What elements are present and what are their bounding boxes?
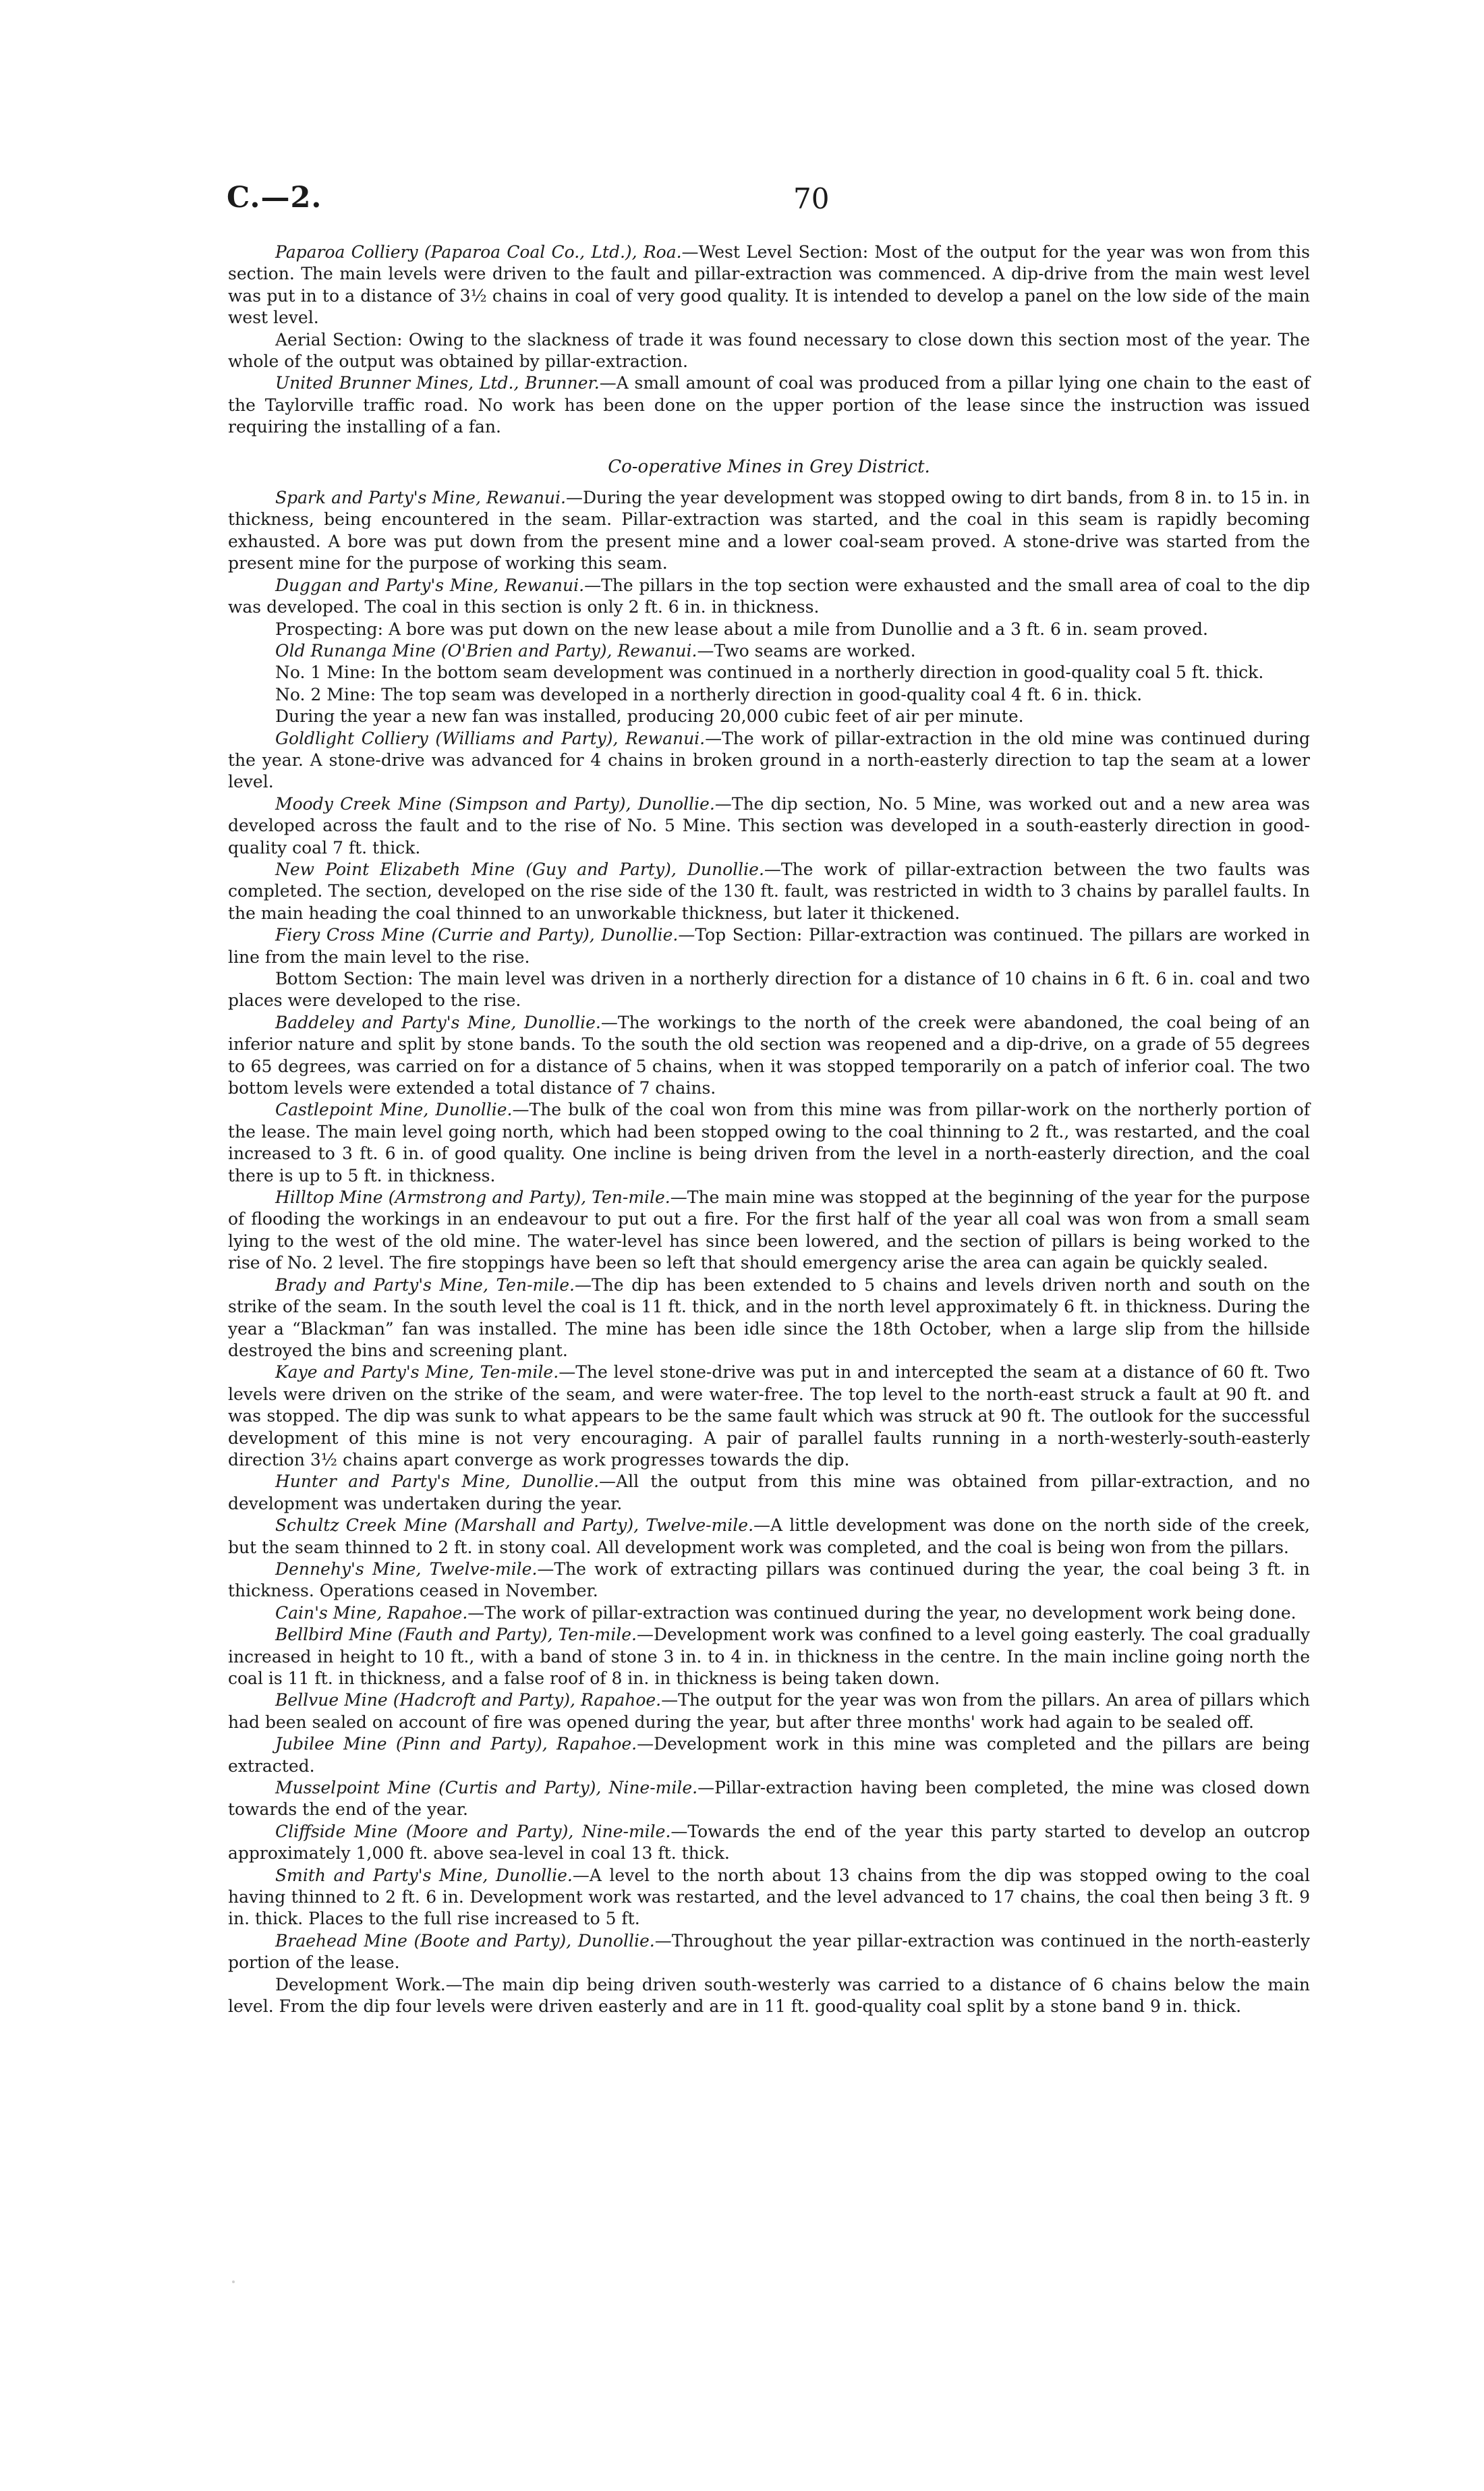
paragraph — [228, 706, 1310, 727]
document-body — [228, 242, 1310, 2018]
paragraph-text: During the year a new fan was installed, producing 20,000 cubic feet of air per minute. — [275, 706, 1024, 727]
paragraph — [228, 1275, 1310, 1362]
mine-name: Cliffside Mine (Moore and Party), Nine-mile. — [275, 1821, 671, 1841]
paragraph-text: —The dip has been extended to 5 chains and levels driven north and south on the strike of the seam. In the south level the coal is 11 ft. thick, and in the north level approximately 6 ft. in thickness. During the year a “Blackman” fan was installed. The mine has been idle since the 18th October, when a large slip from the hillside destroyed the bins and screening plant. — [228, 1275, 1310, 1360]
paragraph — [228, 1362, 1310, 1471]
paragraph — [228, 1602, 1310, 1624]
paragraph-text: —All the output from this mine was obtained from pillar-extraction, and no development was undertaken during the year. — [228, 1472, 1311, 1513]
paragraph-text: —Towards the end of the year this party started to develop an outcrop approximately 1,000 ft. above sea-level in coal 13 ft. thick. — [228, 1821, 1311, 1864]
paragraph — [228, 1515, 1310, 1559]
page-number: 70 — [793, 182, 830, 215]
paragraph-text: Aerial Section: Owing to the slackness of trade it was found necessary to close down this section most of the year. The whole of the output was obtained by pillar-extraction. — [228, 329, 1310, 372]
paragraph — [228, 1624, 1310, 1689]
mine-name: Old Runanga Mine (O'Brien and Party), Rewanui. — [275, 640, 697, 661]
mine-name: Hunter and Party's Mine, Dunollie. — [275, 1472, 600, 1492]
paragraph — [228, 619, 1310, 640]
paragraph — [228, 640, 1310, 662]
paragraph-text: —A small amount of coal was produced from a pillar lying one chain to the east of the Taylorville traffic road. No work has been done on the upper portion of the lease since the instruction was issued requiring the installing of a fan. — [228, 373, 1311, 437]
paragraph — [228, 1777, 1310, 1821]
paragraph-text: —Pillar-extraction having been completed, the mine was closed down towards the end of the year. — [228, 1778, 1310, 1820]
section-heading: Co-operative Mines in Grey District. — [608, 456, 930, 477]
paragraph-text: —The dip section, No. 5 Mine, was worked out and a new area was developed across the fault and to the rise of No. 5 Mine. This section was developed in a south-easterly direction in good-quality coal 7 ft. thick. — [228, 793, 1310, 858]
paragraph — [228, 793, 1310, 859]
paragraph — [228, 1471, 1310, 1515]
paragraph — [228, 1974, 1310, 2018]
mine-name: Schultz Creek Mine (Marshall and Party), Twelve-mile. — [275, 1515, 754, 1536]
paragraph — [228, 662, 1310, 683]
mine-name: Paparoa Colliery (Paparoa Coal Co., Ltd.), Roa. — [275, 242, 682, 262]
paragraph — [228, 684, 1310, 706]
paragraph-text: No. 2 Mine: The top seam was developed in a northerly direction in good-quality coal 4 ft. 6 in. thick. — [275, 684, 1143, 704]
paragraph — [228, 1821, 1310, 1865]
scan-speck — [232, 2280, 235, 2283]
mine-name: Brady and Party's Mine, Ten-mile. — [275, 1275, 575, 1295]
mine-name: Bellbird Mine (Fauth and Party), Ten-mile. — [275, 1625, 637, 1645]
mine-name: Fiery Cross Mine (Currie and Party), Dunollie. — [275, 925, 679, 945]
mine-name: Hilltop Mine (Armstrong and Party), Ten-mile. — [275, 1187, 670, 1208]
paragraph — [228, 1012, 1310, 1100]
mine-name: United Brunner Mines, Ltd., Brunner. — [275, 373, 600, 393]
paragraph-text: —Top Section: Pillar-extraction was continued. The pillars are worked in line from the main level to the rise. — [228, 925, 1310, 967]
mine-name: Castlepoint Mine, Dunollie. — [275, 1100, 513, 1120]
paragraph-text: Development Work.—The main dip being driven south-westerly was carried to a distance of 6 chains below the main level. From the dip four levels were driven easterly and are in 11 ft. good-quality coal split by a stone band 9 in. thick. — [228, 1974, 1310, 2017]
paragraph — [228, 968, 1310, 1012]
paragraph — [228, 1930, 1310, 1974]
paragraph-text: Prospecting: A bore was put down on the new lease about a mile from Dunollie and a 3 ft. 6 in. seam proved. — [275, 619, 1208, 639]
paragraph — [228, 372, 1310, 438]
mine-name: Baddeley and Party's Mine, Dunollie. — [275, 1012, 601, 1032]
paragraph — [228, 924, 1310, 968]
paragraph — [228, 575, 1310, 619]
paragraph-text: —Throughout the year pillar-extraction was continued in the north-easterly portion of the lease. — [228, 1930, 1311, 1973]
paragraph — [228, 1559, 1310, 1602]
paragraph-text: —The work of pillar-extraction was continued during the year, no development work being done. — [467, 1602, 1296, 1623]
paragraph-text: —A little development was done on the north side of the creek, but the seam thinned to 2 ft. in stony coal. All development work was completed, and the coal is being won from the pillars. — [228, 1515, 1311, 1557]
paragraph-text: —During the year development was stopped owing to dirt bands, from 8 in. to 15 in. in thickness, being encountered in the seam. Pillar-extraction was started, and the coal in this seam is rapidly becoming exhausted. A bore was put down from the present mine and a lower coal-seam proved. A stone-drive was started from the present mine for the purpose of working this seam. — [228, 488, 1311, 573]
paragraph — [228, 329, 1310, 373]
paragraph — [228, 1689, 1310, 1733]
paragraph-text: —West Level Section: Most of the output for the year was won from this section. The main levels were driven to the fault and pillar-extraction was commenced. A dip-drive from the main west level was put in to a distance of 3½ chains in coal of very good quality. It is intended to develop a panel on the low side of the main west level. — [228, 242, 1310, 328]
mine-name: Kaye and Party's Mine, Ten-mile. — [275, 1362, 559, 1382]
paragraph-text: —The output for the year was won from the pillars. An area of pillars which had been sealed on account of fire was opened during the year, but after three months' work had again to be sealed off. — [228, 1690, 1310, 1732]
mine-name: Dennehy's Mine, Twelve-mile. — [275, 1559, 538, 1579]
mine-name: Moody Creek Mine (Simpson and Party), Dunollie. — [275, 793, 715, 814]
mine-name: Musselpoint Mine (Curtis and Party), Nine-mile. — [275, 1778, 698, 1798]
parliamentary-paper-code: C.—2. — [227, 181, 322, 215]
paragraph — [228, 859, 1310, 924]
paragraph-text: No. 1 Mine: In the bottom seam development was continued in a northerly direction in good-quality coal 5 ft. thick. — [275, 663, 1264, 683]
paragraph — [228, 1865, 1310, 1930]
paragraph-text: —The main mine was stopped at the beginning of the year for the purpose of flooding the workings in an endeavour to put out a fire. For the first half of the year all coal was won from a small seam lying to the west of the old mine. The water-level has since been lowered, and the section of pillars is being worked to the rise of No. 2 level. The fire stoppings have been so left that should emergency arise the area can again be quickly sealed. — [228, 1187, 1310, 1273]
paragraph-text: —The work of pillar-extraction between the two faults was completed. The section, developed on the rise side of the 130 ft. fault, was restricted in width to 3 chains by parallel faults. In the main heading the coal thinned to an unworkable thickness, but later it thickened. — [228, 859, 1311, 923]
mine-name: Cain's Mine, Rapahoe. — [275, 1602, 468, 1623]
paragraph — [228, 1099, 1310, 1187]
paragraph-text: —Two seams are worked. — [697, 640, 916, 661]
mine-name: Spark and Party's Mine, Rewanui. — [275, 488, 566, 508]
paragraph-text: —The pillars in the top section were exhausted and the small area of coal to the dip was developed. The coal in this section is only 2 ft. 6 in. in thickness. — [228, 575, 1310, 617]
mine-name: Braehead Mine (Boote and Party), Dunollie. — [275, 1930, 655, 1951]
paragraph-text: —Development work in this mine was completed and the pillars are being extracted. — [228, 1734, 1310, 1776]
mine-name: Jubilee Mine (Pinn and Party), Rapahoe. — [275, 1734, 637, 1754]
mine-name: Goldlight Colliery (Williams and Party), Rewanui. — [275, 728, 706, 748]
paragraph — [228, 242, 1310, 329]
paragraph — [228, 1733, 1310, 1777]
paragraph-text: —A level to the north about 13 chains from the dip was stopped owing to the coal having thinned to 2 ft. 6 in. Development work was restarted, and the level advanced to 17 chains, the coal then being 3 ft. 9 in. thick. Places to the full rise increased to 5 ft. — [228, 1865, 1310, 1929]
paragraph-text: —Development work was confined to a level going easterly. The coal gradually increased in height to 10 ft., with a band of stone 3 in. to 4 in. in thickness in the centre. In the main incline going north the coal is 11 ft. in thickness, and a false roof of 8 in. in thickness is being taken down. — [228, 1625, 1311, 1688]
paragraph-text: —The workings to the north of the creek were abandoned, the coal being of an inferior nature and split by stone bands. To the south the old section was reopened and a dip-drive, on a grade of 55 degrees to 65 degrees, was carried on for a distance of 5 chains, when it was stopped temporarily on a patch of inferior coal. The two bottom levels were extended a total distance of 7 chains. — [228, 1012, 1310, 1098]
paragraph-text: Bottom Section: The main level was driven in a northerly direction for a distance of 10 chains in 6 ft. 6 in. coal and two places were developed to the rise. — [228, 969, 1310, 1011]
mine-name: Bellvue Mine (Hadcroft and Party), Rapahoe. — [275, 1690, 662, 1710]
paragraph — [228, 728, 1310, 793]
paragraph-text: —The level stone-drive was put in and intercepted the seam at a distance of 60 ft. Two levels were driven on the strike of the seam, and were water-free. The top level to the north-east struck a fault at 90 ft. and was stopped. The dip was sunk to what appears to be the same fault which was struck at 90 ft. The outlook for the successful development of this mine is not very encouraging. A pair of parallel faults running in a north-westerly-south-easterly direction 3½ chains apart converge as work progresses towards the dip. — [228, 1362, 1310, 1470]
paragraph — [228, 1187, 1310, 1275]
mine-name: Smith and Party's Mine, Dunollie. — [275, 1865, 573, 1885]
mine-name: New Point Elizabeth Mine (Guy and Party), Dunollie. — [275, 859, 764, 879]
paragraph-text: —The bulk of the coal won from this mine was from pillar-work on the northerly portion of the lease. The main level going north, which had been stopped owing to the coal thinning to 2 ft., was restarted, and the coal increased to 3 ft. 6 in. of good quality. One incline is being driven from the level in a north-easterly direction, and the coal there is up to 5 ft. in thickness. — [228, 1100, 1310, 1185]
paragraph — [228, 487, 1310, 575]
paragraph-text: —The work of extracting pillars was continued during the year, the coal being 3 ft. in thickness. Operations ceased in November. — [228, 1559, 1310, 1601]
paragraph-text: —The work of pillar-extraction in the old mine was continued during the year. A stone-drive was advanced for 4 chains in broken ground in a north-easterly direction to tap the seam at a lower level. — [228, 728, 1310, 792]
mine-name: Duggan and Party's Mine, Rewanui. — [275, 575, 585, 595]
